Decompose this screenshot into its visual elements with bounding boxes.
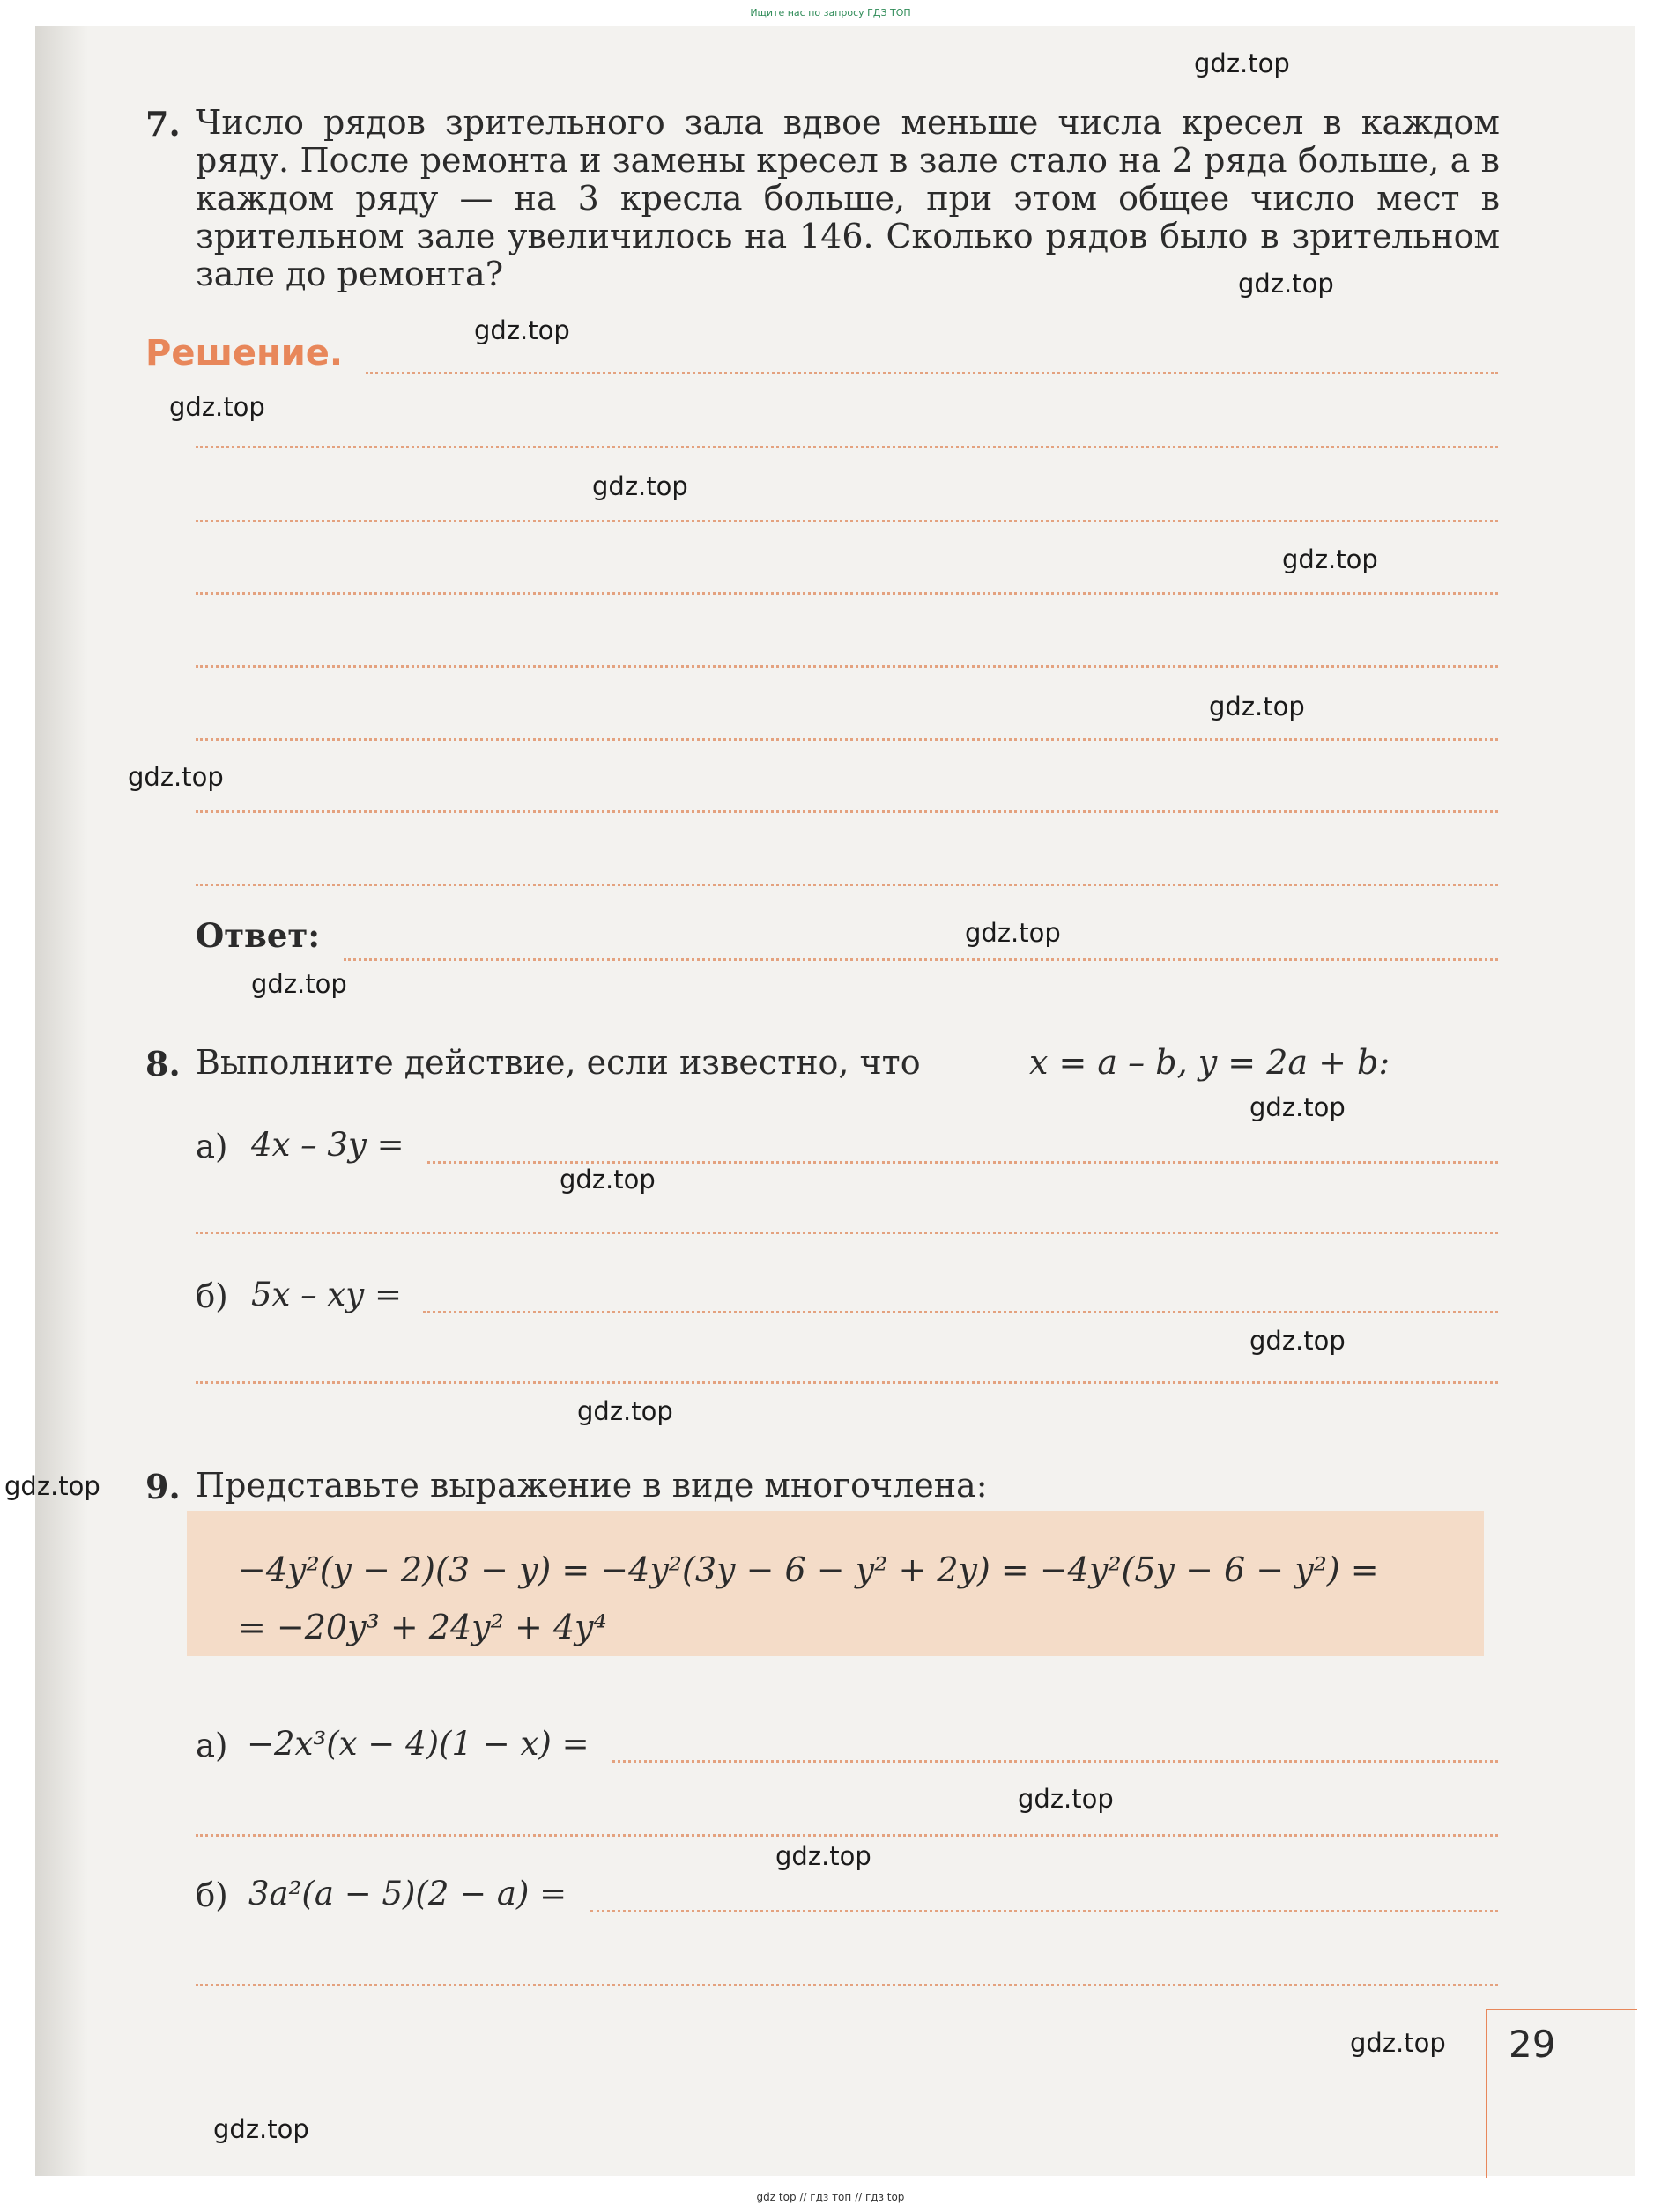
top-banner[interactable]: Ищите нас по запросу ГДЗ ТОП — [750, 7, 911, 18]
task8-number: 8. — [145, 1044, 181, 1084]
task7-text: Число рядов зрительного зала вдвое меньше числа кресел в каждом ряду. После ремонта и замены кресел в зале стало на 2 ряда больше, а в каждом ряду — на 3 кресла больше, при этом общее число мест в зрительном зале увеличилось на 146. Сколько рядов было в зрительном зале до ремонта? — [196, 103, 1500, 293]
watermark: gdz.top — [474, 315, 570, 345]
watermark: gdz.top — [1249, 1092, 1346, 1122]
example-line-2: = −20y³ + 24y² + 4y⁴ — [238, 1608, 607, 1646]
footer-banner[interactable]: gdz top // гдз топ // гдз top — [756, 2191, 905, 2203]
watermark: gdz.top — [775, 1841, 871, 1871]
answer-line[interactable] — [590, 1910, 1498, 1912]
answer-line[interactable] — [196, 592, 1498, 595]
watermark: gdz.top — [1238, 269, 1334, 299]
task9-a-label: а) — [196, 1727, 228, 1764]
watermark: gdz.top — [251, 969, 347, 999]
watermark: gdz.top — [1249, 1326, 1346, 1356]
answer-label: Ответ: — [196, 916, 320, 955]
watermark: gdz.top — [213, 2114, 309, 2144]
watermark: gdz.top — [4, 1471, 100, 1501]
watermark: gdz.top — [965, 918, 1061, 948]
watermark: gdz.top — [577, 1396, 673, 1426]
answer-line[interactable] — [196, 1834, 1498, 1837]
page-number: 29 — [1509, 2023, 1556, 2066]
answer-line[interactable] — [196, 738, 1498, 741]
watermark: gdz.top — [1018, 1784, 1114, 1814]
watermark: gdz.top — [1209, 692, 1305, 721]
answer-line[interactable] — [427, 1161, 1498, 1164]
answer-line[interactable] — [196, 520, 1498, 522]
watermark: gdz.top — [560, 1165, 656, 1195]
task8-text: Выполните действие, если известно, что — [196, 1043, 921, 1082]
task8-a-expression: 4x – 3y = — [251, 1126, 404, 1164]
watermark: gdz.top — [592, 471, 688, 501]
example-line-1: −4y²(y − 2)(3 − y) = −4y²(3y − 6 − y² + 2y) = −4y²(5y − 6 − y²) = — [238, 1550, 1379, 1589]
task8-b-expression: 5x – xy = — [251, 1276, 402, 1313]
task8-b-label: б) — [196, 1277, 228, 1315]
task9-b-expression: 3a²(a − 5)(2 − a) = — [248, 1875, 567, 1912]
watermark: gdz.top — [1350, 2028, 1446, 2058]
answer-line[interactable] — [423, 1311, 1498, 1313]
solution-label: Решение. — [145, 333, 344, 374]
answer-line[interactable] — [196, 1984, 1498, 1986]
answer-line[interactable] — [196, 1381, 1498, 1384]
task9-number: 9. — [145, 1467, 181, 1506]
answer-line[interactable] — [196, 665, 1498, 668]
answer-line[interactable] — [196, 1232, 1498, 1234]
answer-line[interactable] — [366, 372, 1498, 374]
answer-line[interactable] — [196, 884, 1498, 886]
answer-line[interactable] — [196, 446, 1498, 448]
watermark: gdz.top — [128, 762, 224, 792]
task8-a-label: а) — [196, 1128, 228, 1165]
watermark: gdz.top — [169, 392, 265, 422]
task8-condition: x = a – b, y = 2a + b: — [1029, 1043, 1390, 1082]
watermark: gdz.top — [1194, 48, 1290, 78]
watermark: gdz.top — [1282, 544, 1378, 574]
task9-b-label: б) — [196, 1876, 228, 1914]
task7-number: 7. — [145, 104, 181, 144]
page-spine-shadow — [35, 26, 88, 2176]
answer-line[interactable] — [344, 958, 1498, 961]
task9-a-expression: −2x³(x − 4)(1 − x) = — [247, 1725, 590, 1763]
task9-text: Представьте выражение в виде многочлена: — [196, 1466, 988, 1505]
answer-line[interactable] — [612, 1760, 1498, 1763]
answer-line[interactable] — [196, 810, 1498, 813]
